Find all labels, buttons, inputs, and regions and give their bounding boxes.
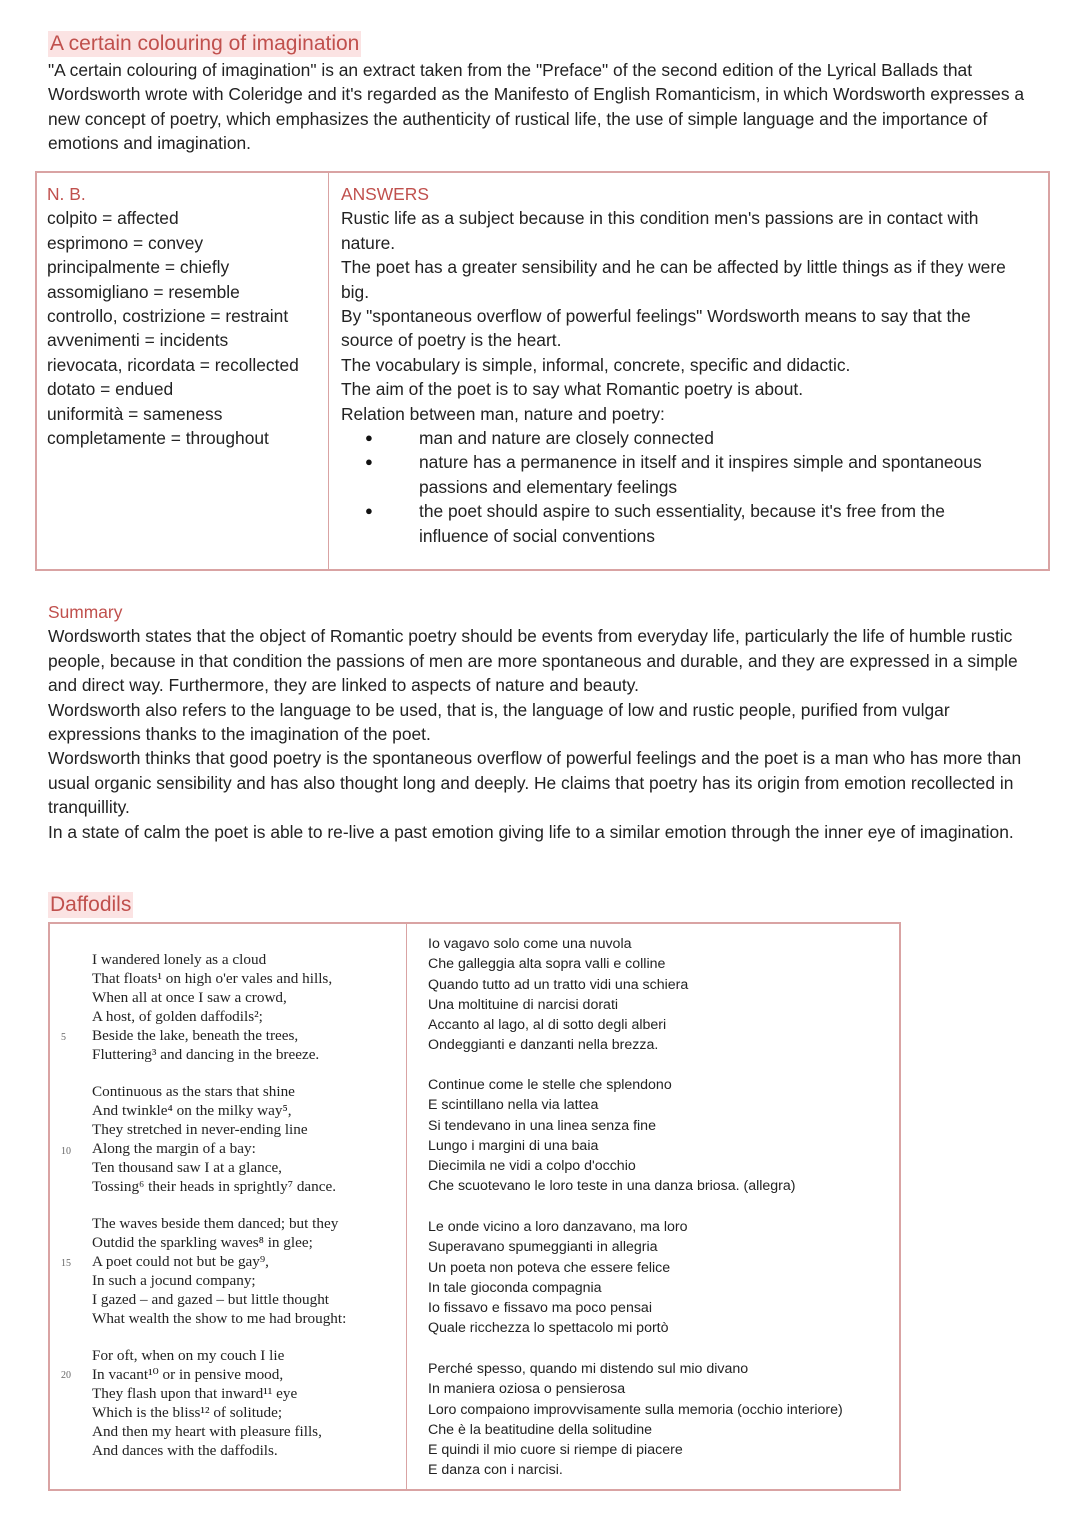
translation-line: E quindi il mio cuore si riempe di piacere [428, 1442, 683, 1459]
poem-line: When all at once I saw a crowd, [92, 988, 287, 1006]
vocab-item: dotato = endued [47, 379, 174, 400]
summary-paragraph: Wordsworth states that the object of Romantic poetry should be events from everyday life, particularly the life of humble rustic people, because in that condition the passions of men are more spontaneous and durable, and they are expressed in a simple and direct way. Furthermore, they are linked to aspects of nature and beauty. [48, 626, 1018, 696]
summary-paragraph: Wordsworth thinks that good poetry is the spontaneous overflow of powerful feelings and the poet is a man who has more than usual organic sensibility and has also thought long and deeply. He claims that poetry has its origin from emotion recollected in tranquillity. [48, 748, 1022, 818]
translation-line: Una moltituine di narcisi dorati [428, 996, 619, 1013]
translation-line: Lungo i margini di una baia [428, 1137, 599, 1154]
translation-line: Continue come le stelle che splendono [428, 1077, 672, 1093]
translation-line: Le onde vicino a loro danzavano, ma loro [428, 1219, 688, 1235]
translation-line: Loro compaiono improvvisamente sulla memoria (occhio interiore) [428, 1401, 843, 1418]
vocab-item: uniformità = sameness [47, 403, 223, 424]
translation-line: Diecimila ne vidi a colpo d'occhio [428, 1158, 636, 1175]
vocabulary-answers-box [35, 171, 1050, 571]
translation-line: Quando tutto ad un tratto vidi una schiera [428, 976, 689, 993]
poem-line: I gazed – and gazed – but little thought [92, 1290, 330, 1308]
poem-stanza [92, 1215, 346, 1328]
poem-line: For oft, when on my couch I lie [92, 1347, 285, 1364]
translation-line: Quale ricchezza lo spettacolo mi portò [428, 1320, 669, 1337]
vocab-item: esprimono = convey [47, 232, 204, 253]
poem-line: Continuous as the stars that shine [92, 1083, 295, 1100]
poem-line: Outdid the sparkling waves⁸ in glee; [92, 1233, 313, 1251]
section-title-colouring: A certain colouring of imagination [50, 32, 360, 55]
poem-line: Beside the lake, beneath the trees, [92, 1026, 299, 1044]
poem-line: Along the margin of a bay: [92, 1139, 256, 1157]
summary-title: Summary [48, 602, 123, 622]
answer-line: The poet has a greater sensibility and he can be affected by little things as if they were big. [341, 257, 1006, 302]
section-title-daffodils: Daffodils [50, 893, 132, 916]
vocabulary-column [47, 182, 322, 450]
poem-stanza [92, 951, 332, 1064]
poem-stanza [92, 1083, 336, 1196]
answers-column [341, 182, 1041, 548]
answer-line: The vocabulary is simple, informal, concrete, specific and didactic. [341, 354, 851, 375]
translation-line: Che scuotevano le loro teste in una danza briosa. (allegra) [428, 1178, 796, 1195]
translation-line: Un poeta non poteva che essere felice [428, 1259, 671, 1276]
poem-line: They flash upon that inward¹¹ eye [92, 1384, 298, 1402]
vocab-item: colpito = affected [47, 208, 179, 229]
poem-line: The waves beside them danced; but they [92, 1215, 339, 1232]
line-number: 15 [61, 1258, 71, 1269]
poem-line: In such a jocund company; [92, 1271, 256, 1289]
translation-stanza [428, 1359, 843, 1481]
poem-line: I wandered lonely as a cloud [92, 951, 267, 968]
poem-line: Which is the bliss¹² of solitude; [92, 1403, 283, 1421]
poem-line: In vacant¹⁰ or in pensive mood, [92, 1365, 284, 1383]
poem-translation-box [48, 922, 901, 1491]
answer-line: Rustic life as a subject because in this condition men's passions are in contact with nature. [341, 208, 979, 253]
translation-stanza [428, 1217, 687, 1339]
answer-line: By "spontaneous overflow of powerful feelings" Wordsworth means to say that the source of poetry is the heart. [341, 306, 971, 351]
vocab-item: principalmente = chiefly [47, 257, 230, 278]
column-divider [406, 924, 407, 1489]
vocab-item: avvenimenti = incidents [47, 330, 229, 351]
vocab-item: controllo, costrizione = restraint [47, 306, 289, 327]
column-divider [328, 173, 329, 569]
bullet-item: ● man and nature are closely connected [341, 426, 1009, 450]
intro-paragraph: "A certain colouring of imagination" is an extract taken from the "Preface" of the second edition of the Lyrical Ballads that Wordsworth wrote with Coleridge and it's regarded as the Manifesto of English Romanticism, in which Wordsworth expresses a new concept of poetry, which emphasizes the authenticity of rustical life, the use of simple language and the importance of emotions and imagination. [48, 60, 1025, 154]
poem-line: And then my heart with pleasure fills, [92, 1422, 322, 1440]
answers-title: ANSWERS [341, 184, 429, 204]
summary-paragraph: In a state of calm the poet is able to re-live a past emotion giving life to a similar emotion through the inner eye of imagination. [48, 821, 1014, 842]
poem-line: Fluttering³ and dancing in the breeze. [92, 1045, 320, 1063]
poem-line: A host, of golden daffodils²; [92, 1007, 263, 1025]
relation-bullet-list [341, 426, 1041, 548]
poem-line: And dances with the daffodils. [92, 1441, 278, 1459]
line-number: 20 [61, 1370, 71, 1381]
bullet-item: ● nature has a permanence in itself and it inspires simple and spontaneous passions and elementary feelings [341, 450, 1009, 499]
translation-line: In maniera oziosa o pensierosa [428, 1381, 626, 1398]
line-number: 10 [61, 1146, 71, 1157]
poem-line: They stretched in never-ending line [92, 1120, 308, 1138]
translation-line: Accanto al lago, al di sotto degli alberi [428, 1017, 667, 1034]
bullet-item: ● the poet should aspire to such essentiality, because it's free from the influence of social conventions [341, 499, 984, 548]
poem-line: That floats¹ on high o'er vales and hills, [92, 969, 333, 987]
vocab-item: assomigliano = resemble [47, 281, 240, 302]
translation-line: Io vagavo solo come una nuvola [428, 936, 632, 952]
translation-stanza [428, 1075, 796, 1197]
translation-line: Perché spesso, quando mi distendo sul mio divano [428, 1361, 749, 1377]
answer-line: Relation between man, nature and poetry: [341, 403, 665, 424]
translation-line: Che galleggia alta sopra valli e colline [428, 956, 666, 973]
translation-line: Superavano spumeggianti in allegria [428, 1239, 658, 1256]
poem-line: A poet could not but be gay⁹, [92, 1252, 269, 1270]
translation-stanza [428, 934, 688, 1056]
summary-section [48, 600, 1038, 844]
translation-line: In tale gioconda compagnia [428, 1279, 602, 1296]
poem-stanza [92, 1347, 322, 1460]
poem-line: Ten thousand saw I at a glance, [92, 1158, 282, 1176]
translation-line: Che è la beatitudine della solitudine [428, 1421, 653, 1438]
summary-paragraph: Wordsworth also refers to the language to be used, that is, the language of low and rustic people, purified from vulgar expressions thanks to the imagination of the poet. [48, 699, 950, 745]
translation-line: Si tendevano in una linea senza fine [428, 1117, 656, 1134]
vocab-item: rievocata, ricordata = recollected [47, 354, 299, 375]
poem-line: What wealth the show to me had brought: [92, 1309, 347, 1327]
line-number: 5 [61, 1032, 66, 1043]
poem-line: And twinkle⁴ on the milky way⁵, [92, 1101, 292, 1119]
answer-line: The aim of the poet is to say what Romantic poetry is about. [341, 379, 804, 400]
translation-line: E scintillano nella via lattea [428, 1097, 599, 1114]
nb-title: N. B. [47, 184, 86, 204]
poem-line: Tossing⁶ their heads in sprightly⁷ dance. [92, 1177, 337, 1195]
vocab-item: completamente = throughout [47, 428, 269, 449]
translation-line: E danza con i narcisi. [428, 1462, 563, 1479]
translation-line: Ondeggianti e danzanti nella brezza. [428, 1037, 659, 1054]
translation-line: Io fissavo e fissavo ma poco pensai [428, 1300, 652, 1317]
